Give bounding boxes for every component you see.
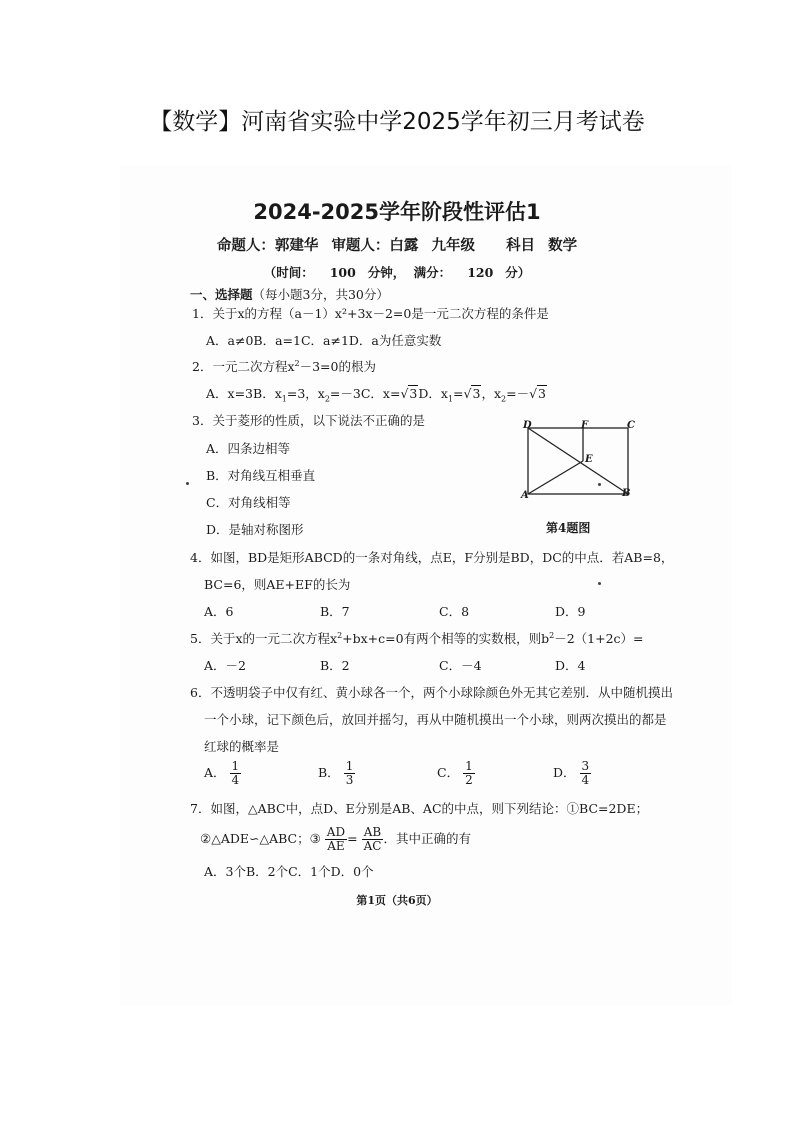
q6-stem-1: 6．不透明袋子中仅有红、黄小球各一个，两个小球除颜色外无其它差别．从中随机摸出 [190,685,673,700]
q7-options: A．3个B．2个C．1个D．0个 [204,864,374,879]
fraction [325,826,347,853]
fraction [580,760,592,787]
fraction-numerator: AD [326,825,346,839]
q2-stem [192,357,376,375]
q7-stem-pre: ②△ADE∽△ABC；③ [200,831,321,846]
fig-label-f: F [581,420,589,431]
q6-d-label: D． [553,765,576,780]
q5-stem-mid: +bx+c=0有两个相等的实数根，则b [342,631,550,646]
fraction-numerator: AB [363,825,382,839]
q2-options [206,384,547,402]
q5-option-c: C．－4 [439,658,482,673]
fraction-numerator: 1 [465,759,473,773]
q2-stem-post: －3=0的根为 [299,359,376,374]
fraction-denominator: 4 [581,773,590,787]
q7-stem-2 [200,826,471,853]
reviewer-label: 审题人：白露 [331,237,419,254]
q2-opt-d-sub2: 2 [501,394,507,404]
q2-opt-d-sub1: 1 [447,394,454,404]
scan-speck [186,482,189,485]
q2-opt-d-tail: =－ [506,386,530,401]
fraction-denominator: AC [363,839,382,853]
q5-stem-sup: 2 [337,630,343,640]
q6-stem-3: 红球的概率是 [204,739,280,754]
sqrt-icon: √ [400,386,409,401]
fraction-denominator: 3 [345,773,354,787]
exam-meta [0,234,794,255]
q6-c-label: C． [437,765,460,780]
score-label: 满分： [413,265,452,280]
sqrt-icon: √ [463,386,472,401]
q7-stem-post: ．其中正确的有 [383,831,471,846]
scan-speck [598,483,601,486]
q2-opt-a: A．x=3B．x [206,386,282,401]
figure-caption: 第4题图 [546,521,591,535]
segment-ae [528,461,583,494]
q2-opt-d-x2: ，x [481,386,501,401]
q2-opt-b: =3，x [286,386,325,401]
fraction [362,826,384,853]
q2-opt-a-sub: 1 [281,394,287,404]
fraction-denominator: AE [327,839,345,853]
section-note: （每小题3分，共30分） [252,287,389,302]
fig-label-c: C [627,420,635,431]
section-heading [190,285,389,303]
q5-option-b: B．2 [320,658,350,673]
q4-option-d: D．9 [555,604,586,619]
q5-option-d: D．4 [555,658,586,673]
section-title: 一、选择题 [190,287,253,302]
q4-option-c: C．8 [439,604,470,619]
q3-option-c: C．对角线相等 [206,495,291,510]
fraction [344,760,356,787]
q3-option-b: B．对角线互相垂直 [206,468,316,483]
exam-title: 2024-2025学年阶段性评估1 [253,200,541,224]
q2-opt-d-sqrt: 3 [472,386,481,401]
fraction [463,760,475,787]
q6-option-b [318,760,355,787]
fig-label-b: B [622,488,631,499]
q5-stem [190,629,644,647]
q6-a-label: A． [204,765,226,780]
page-footer: 第1页（共6页） [356,894,438,907]
q1-options: A．a≠0B．a=1C．a≠1D．a为任意实数 [206,333,442,348]
q2-sqrt-val: 3 [409,386,418,401]
q7-stem-1: 7．如图，△ABC中，点D、E分别是AB、AC的中点，则下列结论：①BC=2DE； [190,801,649,816]
time-open: （时间： [263,265,314,280]
document-title: 【数学】河南省实验中学2025学年初三月考试卷 [149,109,645,135]
q2-opt-c: =－3C．x= [329,386,401,401]
q5-stem-pre: 5．关于x的一元二次方程x [190,631,338,646]
q5-stem-post: －2（1+2c）= [554,631,644,646]
q5-stem-sup2: 2 [549,630,555,640]
q6-option-c [437,760,475,787]
fig-label-d: D [523,420,532,431]
q3-option-d: D．是轴对称图形 [206,522,304,537]
fig-label-a: A [521,490,529,501]
exam-time [0,263,794,281]
q4-stem-1: 4．如图，BD是矩形ABCD的一条对角线，点E，F分别是BD，DC的中点．若AB=8， [190,550,674,565]
score-value: 120 [467,265,494,280]
q3-option-a: A．四条边相等 [206,441,291,456]
time-value: 100 [329,265,356,280]
q4-option-a: A．6 [204,604,234,619]
subject-label: 科目 [506,237,536,254]
fig-label-e: E [585,454,593,465]
q6-option-d [553,760,591,787]
fraction-numerator: 1 [231,759,240,773]
author-label: 命题人：郭建华 [216,237,319,254]
diagonal-bd [528,428,628,494]
q5-option-a: A．－2 [204,658,246,673]
subject: 数学 [548,237,578,254]
q3-stem: 3．关于菱形的性质，以下说法不正确的是 [192,413,425,428]
sqrt-icon: √ [529,386,538,401]
q6-option-a [204,760,241,787]
q2-opt-b-sub: 2 [324,394,330,404]
score-close: 分） [505,265,531,280]
fraction-denominator: 4 [231,773,240,787]
q1-stem: 1．关于x的方程（a－1）x²+3x－2=0是一元二次方程的条件是 [192,306,549,321]
q2-opt-d: D．x [418,386,448,401]
q2-stem-sup: 2 [294,358,300,368]
fraction-denominator: 2 [465,773,473,787]
q4-stem-2: BC=6，则AE+EF的长为 [204,577,351,592]
q4-option-b: B．7 [320,604,350,619]
q2-opt-d-sqrt2: 3 [538,386,546,401]
fraction-numerator: 1 [345,759,354,773]
grade: 九年级 [431,237,475,254]
scan-speck [598,582,601,585]
time-unit: 分钟， [367,265,406,280]
fraction [230,760,242,787]
q2-stem-pre: 2．一元二次方程x [192,359,295,374]
equals-sign: = [347,831,358,846]
q6-stem-2: 一个小球，记下颜色后，放回并摇匀，再从中随机摸出一个小球，则两次摸出的都是 [204,712,667,727]
q2-opt-d-mid: = [453,386,464,401]
fraction-numerator: 3 [581,759,590,773]
q6-b-label: B． [318,765,340,780]
